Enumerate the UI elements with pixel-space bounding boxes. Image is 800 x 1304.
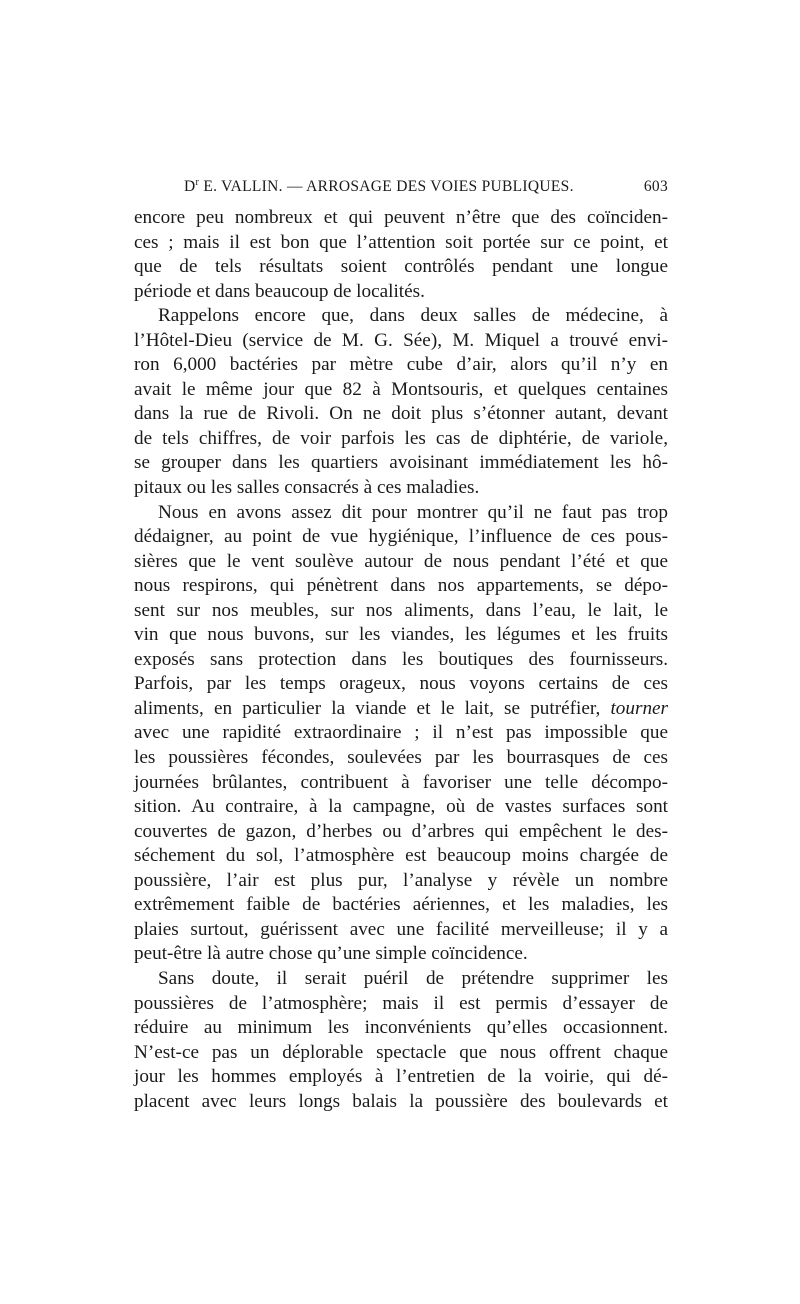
text-line [134, 746, 668, 771]
text-line [134, 525, 668, 550]
text-line [134, 476, 668, 501]
header-title-superscript: r [195, 176, 200, 188]
text-line [134, 501, 668, 526]
text-line-content: sent sur nos meubles, sur nos aliments, dans l’eau, le lait, le [134, 599, 668, 621]
text-line-content: de tels chiffres, de voir parfois les cas de diphtérie, de variole, [134, 427, 668, 449]
text-line [134, 304, 668, 329]
text-line [134, 1041, 668, 1066]
text-line-content: couvertes de gazon, d’herbes ou d’arbres qui empêchent le des- [134, 820, 668, 842]
text-line-content: poussière, l’air est plus pur, l’analyse y révèle un nombre [134, 869, 668, 891]
text-line [134, 967, 668, 992]
page-number: 603 [643, 178, 668, 195]
text-line [134, 255, 668, 280]
header-title-prefix: D [184, 178, 196, 195]
text-line [134, 329, 668, 354]
text-line-content: dans la rue de Rivoli. On ne doit plus s’étonner autant, devant [134, 403, 668, 425]
text-line [134, 206, 668, 231]
text-line-content: Sans doute, il serait puéril de prétendre supprimer les [158, 967, 668, 989]
body-text [134, 206, 668, 1114]
text-line [134, 648, 668, 673]
text-line [134, 844, 668, 869]
text-line-content: pitaux ou les salles consacrés à ces maladies. [134, 477, 480, 499]
text-line-content: Parfois, par les temps orageux, nous voyons certains de ces [134, 673, 668, 695]
text-line [134, 353, 668, 378]
text-line-content: peut-être là autre chose qu’une simple coïncidence. [134, 943, 528, 965]
text-line-content: que de tels résultats soient contrôlés pendant une longue [134, 256, 668, 278]
text-line [134, 231, 668, 256]
running-header [134, 178, 668, 200]
text-line-content: les poussières fécondes, soulevées par les bourrasques de ces [134, 747, 668, 769]
header-title [184, 178, 574, 196]
text-line-content: poussières de l’atmosphère; mais il est permis d’essayer de [134, 992, 668, 1014]
text-line [134, 1065, 668, 1090]
text-line-content: nous respirons, qui pénètrent dans nos appartements, se dépo- [134, 575, 668, 597]
text-line-content: vin que nous buvons, sur les viandes, les légumes et les fruits [134, 624, 668, 646]
text-line [134, 574, 668, 599]
text-line [134, 402, 668, 427]
text-line [134, 942, 668, 967]
text-line [134, 623, 668, 648]
text-line [134, 721, 668, 746]
text-line-content: exposés sans protection dans les boutiques des fournisseurs. [134, 648, 668, 670]
text-line-content: extrêmement faible de bactéries aériennes, et les maladies, les [134, 894, 668, 916]
text-line-content: encore peu nombreux et qui peuvent n’être que des coïnciden- [134, 207, 668, 228]
italic-word: tourner [610, 697, 669, 719]
text-line [134, 427, 668, 452]
text-line [134, 280, 668, 305]
text-line [134, 869, 668, 894]
text-line [134, 378, 668, 403]
text-line-content: ces ; mais il est bon que l’attention soit portée sur ce point, et [134, 231, 668, 253]
text-line-content: dédaigner, au point de vue hygiénique, l’influence de ces pous- [134, 526, 668, 548]
text-line [134, 992, 668, 1017]
text-line [134, 820, 668, 845]
text-line-content: Rappelons encore que, dans deux salles de médecine, à [158, 305, 668, 327]
text-line [134, 1016, 668, 1041]
text-line [134, 1090, 668, 1115]
text-line-content: sition. Au contraire, à la campagne, où de vastes surfaces sont [134, 796, 668, 818]
text-line-content: période et dans beaucoup de localités. [134, 280, 425, 302]
text-line [134, 599, 668, 624]
text-line-content: journées brûlantes, contribuent à favoriser une telle décompo- [134, 771, 668, 793]
text-line-content: jour les hommes employés à l’entretien de la voirie, qui dé- [134, 1066, 668, 1088]
header-title-text: E. VALLIN. — ARROSAGE DES VOIES PUBLIQUES. [199, 178, 574, 195]
text-line-content: réduire au minimum les inconvénients qu’elles occasionnent. [134, 1017, 668, 1039]
text-line-content: Nous en avons assez dit pour montrer qu’il ne faut pas trop [158, 501, 668, 523]
text-line-content: l’Hôtel-Dieu (service de M. G. Sée), M. Miquel a trouvé envi- [134, 329, 668, 351]
text-line-content: sières que le vent soulève autour de nous pendant l’été et que [134, 550, 668, 572]
text-line [134, 771, 668, 796]
text-line-content: aliments, en particulier la viande et le lait, se putréfier, [134, 697, 601, 719]
text-line-content: N’est-ce pas un déplorable spectacle que nous offrent chaque [134, 1041, 668, 1063]
text-line [134, 672, 668, 697]
text-line-content: placent avec leurs longs balais la poussière des boulevards et [134, 1090, 668, 1112]
text-line-content: séchement du sol, l’atmosphère est beaucoup moins chargée de [134, 845, 668, 867]
text-line [134, 795, 668, 820]
text-line [134, 893, 668, 918]
text-line [134, 918, 668, 943]
text-line [134, 697, 668, 722]
text-line-content: avait le même jour que 82 à Montsouris, et quelques centaines [134, 378, 668, 400]
text-line [134, 451, 668, 476]
text-line-content: se grouper dans les quartiers avoisinant immédiatement les hô- [134, 452, 668, 474]
text-line [134, 550, 668, 575]
text-line-content: ron 6,000 bactéries par mètre cube d’air, alors qu’il n’y en [134, 354, 668, 376]
text-line-content: avec une rapidité extraordinaire ; il n’est pas impossible que [134, 722, 668, 744]
text-line-content: plaies surtout, guérissent avec une facilité merveilleuse; il y a [134, 918, 668, 940]
